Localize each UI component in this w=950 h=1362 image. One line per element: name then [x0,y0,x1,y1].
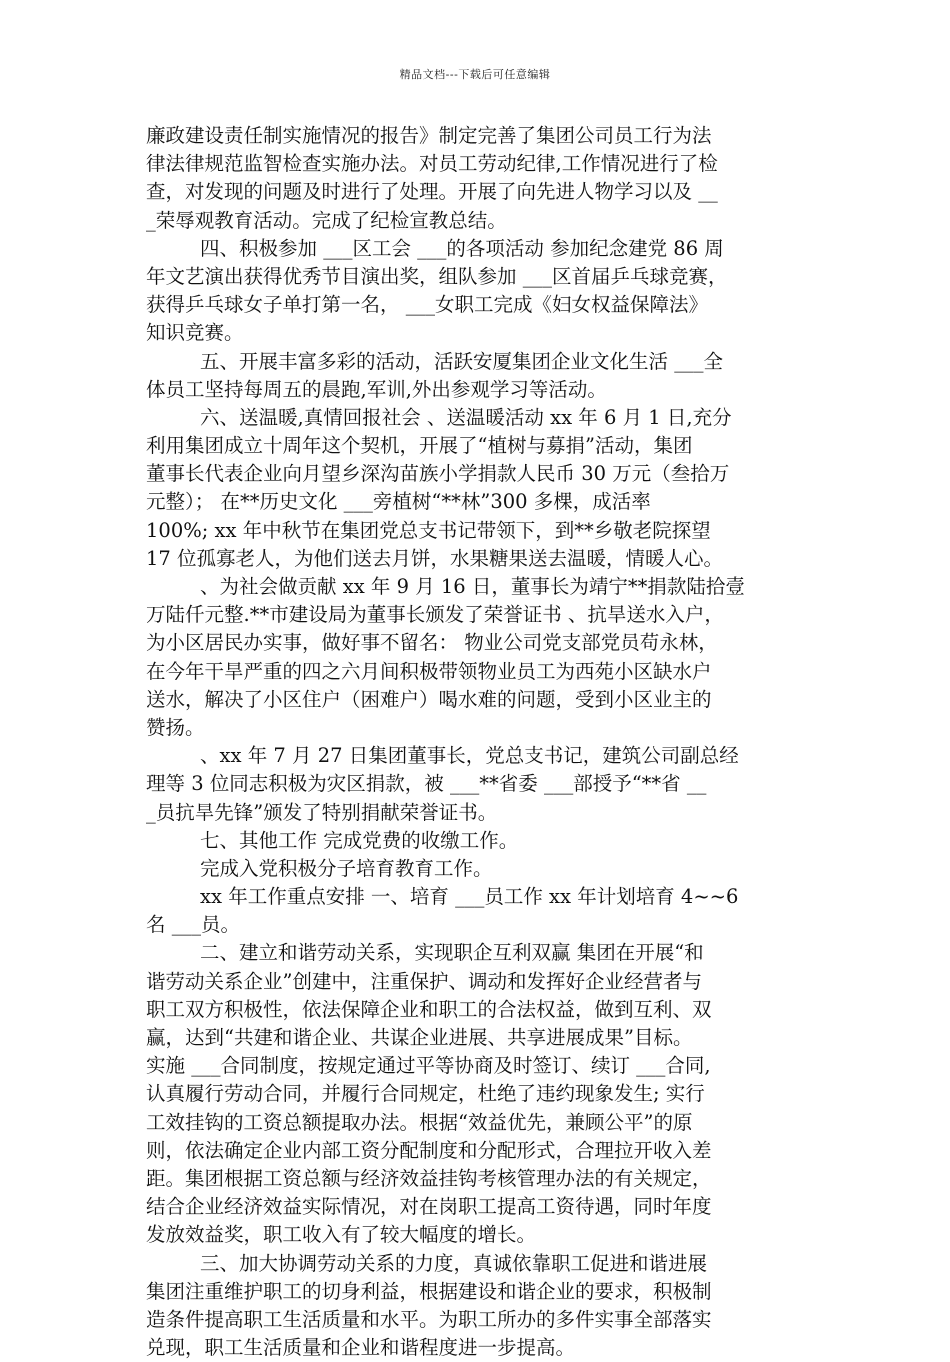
text-line: _荣辱观教育活动。完成了纪检宣教总结。 [146,208,507,232]
text-line: _员抗旱先锋”颁发了特别捐献荣誉证书。 [146,800,498,824]
text-line: 六、送温暖,真情回报社会 、送温暖活动 xx 年 6 月 1 日,充分 [200,405,732,429]
text-line: 查，对发现的问题及时进行了处理。开展了向先进人物学习以及 __ [146,180,718,204]
text-line: 在今年干旱严重的四之六月间积极带领物业员工为西苑小区缺水户 [146,659,712,683]
text-line: 赞扬。 [146,715,205,739]
text-line: xx 年工作重点安排 一、培育 ___员工作 xx 年计划培育 4~~6 [200,885,739,909]
text-line: 工效挂钩的工资总额提取办法。根据“效益优先，兼顾公平”的原 [146,1110,693,1134]
text-line: 董事长代表企业向月望乡深沟苗族小学捐款人民币 30 万元（叁拾万 [146,462,730,486]
text-line: 体员工坚持每周五的晨跑,军训,外出参观学习等活动。 [146,377,607,401]
text-line: 名 ___员。 [146,913,240,937]
text-line: 100%; xx 年中秋节在集团党总支书记带领下，到**乡敬老院探望 [146,518,711,542]
text-line: 为小区居民办实事，做好事不留名： 物业公司党支部党员苟永林， [146,631,718,655]
page-header: 精品文档---下载后可任意编辑 [399,68,551,81]
text-line: 二、建立和谐劳动关系，实现职企互利双赢 集团在开展“和 [200,941,704,965]
text-line: 兑现，职工生活质量和企业和谐程度进一步提高。 [146,1336,576,1360]
text-line: 四、积极参加 ___区工会 ___的各项活动 参加纪念建党 86 周 [200,236,724,260]
document-body [146,122,812,1362]
text-line: 造条件提高职工生活质量和水平。为职工所办的多件实事全部落实 [146,1307,712,1331]
text-line: 五、开展丰富多彩的活动，活跃安厦集团企业文化生活 ___全 [200,349,723,373]
text-line: 发放效益奖，职工收入有了较大幅度的增长。 [146,1223,537,1247]
text-line: 万陆仟元整.**市建设局为董事长颁发了荣誉证书 、抗旱送水入户， [146,603,724,627]
text-line: 结合企业经济效益实际情况，对在岗职工提高工资待遇，同时年度 [146,1195,712,1219]
text-line: 元整）； 在**历史文化 ___旁植树“**林”300 多棵，成活率 [146,490,651,514]
text-line: 、为社会做贡献 xx 年 9 月 16 日，董事长为靖宁**捐款陆拾壹 [200,575,745,598]
text-line: 职工双方积极性，依法保障企业和职工的合法权益，做到互利、双 [146,997,712,1021]
text-line: 送水，解决了小区住户（困难户）喝水难的问题，受到小区业主的 [146,687,712,711]
text-line: 、xx 年 7 月 27 日集团董事长，党总支书记，建筑公司副总经 [200,744,739,768]
text-line: 利用集团成立十周年这个契机，开展了“植树与募捐”活动，集团 [146,434,693,458]
text-line: 完成入党积极分子培育教育工作。 [200,856,493,880]
text-line: 实施 ___合同制度，按规定通过平等协商及时签订、续订 ___合同, [146,1054,711,1078]
text-line: 认真履行劳动合同，并履行合同规定，杜绝了违约现象发生; 实行 [146,1082,705,1106]
text-line: 七、其他工作 完成党费的收缴工作。 [200,828,519,852]
text-line: 距。集团根据工资总额与经济效益挂钩考核管理办法的有关规定， [146,1166,712,1190]
text-line: 知识竞赛。 [146,321,244,345]
text-line: 律法律规范监智检查实施办法。对员工劳动纪律,工作情况进行了检 [146,152,718,176]
text-line: 廉政建设责任制实施情况的报告》制定完善了集团公司员工行为法 [146,124,712,147]
text-line: 获得乒乓球女子单打第一名， ___女职工完成《妇女权益保障法》 [146,293,708,317]
text-line: 17 位孤寡老人，为他们送去月饼，水果糖果送去温暖，情暖人心。 [146,546,724,570]
text-line: 集团注重维护职工的切身利益，根据建设和谐企业的要求，积极制 [146,1279,712,1303]
text-line: 三、加大协调劳动关系的力度，真诚依靠职工促进和谐进展 [200,1251,708,1275]
text-line: 理等 3 位同志积极为灾区捐款，被 ___**省委 ___部授予“**省 __ [146,772,707,796]
text-line: 赢，达到“共建和谐企业、共谋企业进展、共享进展成果”目标。 [146,1026,693,1049]
text-line: 谐劳动关系企业”创建中，注重保护、调动和发挥好企业经营者与 [146,969,702,993]
text-line: 则，依法确定企业内部工资分配制度和分配形式，合理拉开收入差 [146,1138,712,1162]
text-line: 年文艺演出获得优秀节目演出奖，组队参加 ___区首届乒乓球竞赛， [146,264,728,288]
